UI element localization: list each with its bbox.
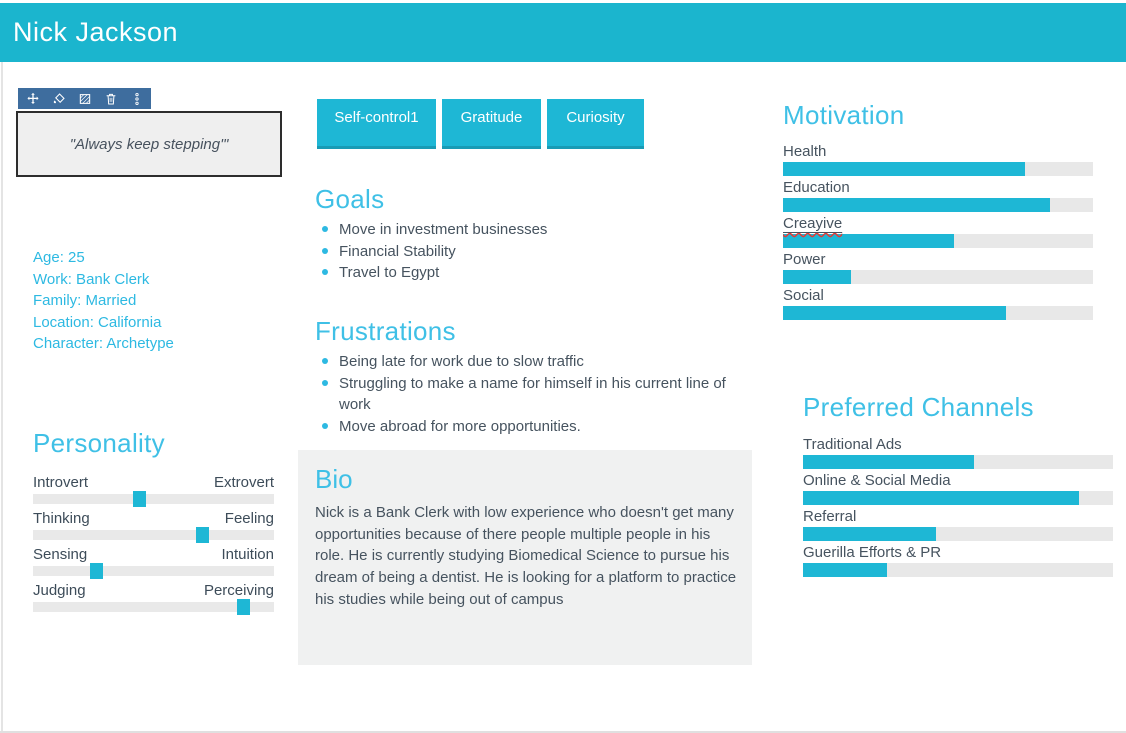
- bar-label-misspelled[interactable]: [783, 216, 1093, 234]
- profile-family[interactable]: Family: Married: [33, 292, 137, 309]
- motivation-bar-education: [783, 180, 1093, 212]
- slider-right-label: Extrovert: [213, 474, 274, 491]
- goal-item[interactable]: Move in investment businesses: [322, 219, 745, 241]
- pattern-icon[interactable]: [77, 91, 92, 106]
- bar-label[interactable]: Power: [783, 251, 826, 268]
- bar-track[interactable]: [803, 491, 1113, 505]
- profile-location[interactable]: Location: California: [33, 313, 162, 331]
- slider-sensing-intuition: [33, 546, 274, 582]
- kebab-menu-icon[interactable]: [129, 91, 144, 106]
- profile-age[interactable]: Age: 25: [33, 249, 85, 266]
- preferred-channels-heading: Preferred Channels: [803, 392, 1034, 422]
- bar-track[interactable]: [783, 270, 1093, 284]
- channel-bar-guerilla-efforts-pr: [803, 545, 1113, 577]
- bar-track[interactable]: [803, 455, 1113, 469]
- bar-label[interactable]: Online & Social Media: [803, 472, 951, 489]
- trait-tag-self-control[interactable]: Self-control1: [317, 99, 436, 149]
- motivation-bar-health: [783, 144, 1093, 176]
- goals-heading: Goals: [315, 184, 385, 214]
- trash-icon[interactable]: [103, 91, 118, 106]
- bullet-icon: [322, 226, 328, 232]
- motivation-bars: [783, 144, 1093, 324]
- bar-track[interactable]: [783, 234, 1093, 248]
- quote-box[interactable]: [16, 111, 282, 177]
- bar-fill: [803, 491, 1079, 505]
- bar-label[interactable]: Referral: [803, 508, 857, 525]
- bio-panel: [298, 450, 752, 665]
- bar-label[interactable]: Social: [783, 287, 824, 304]
- frustration-item[interactable]: Struggling to make a name for himself in his current line of work: [322, 373, 745, 416]
- move-icon[interactable]: [25, 91, 40, 106]
- slider-track[interactable]: [33, 602, 274, 612]
- motivation-bar-power: [783, 252, 1093, 284]
- slider-handle[interactable]: [237, 599, 250, 615]
- channel-bar-online-social-media: [803, 473, 1113, 505]
- bar-fill: [783, 234, 954, 248]
- frustration-item[interactable]: Move abroad for more opportunities.: [322, 416, 745, 438]
- channel-bar-traditional-ads: [803, 437, 1113, 469]
- bar-label[interactable]: Education: [783, 179, 850, 196]
- slider-left-label: Thinking: [33, 510, 90, 527]
- bullet-icon: [322, 269, 328, 275]
- bar-label[interactable]: Traditional Ads: [803, 436, 902, 453]
- bar-track[interactable]: [783, 198, 1093, 212]
- bullet-icon: [322, 380, 328, 386]
- trait-tag-gratitude[interactable]: Gratitude: [442, 99, 541, 149]
- page-edge-left: [1, 62, 3, 733]
- bar-label[interactable]: Guerilla Efforts & PR: [803, 544, 942, 561]
- slider-handle[interactable]: [90, 563, 103, 579]
- bar-fill: [783, 162, 1025, 176]
- personality-heading: Personality: [33, 428, 165, 458]
- profile-character[interactable]: Character: Archetype: [33, 335, 174, 352]
- goals-list: [322, 219, 745, 284]
- bullet-icon: [322, 358, 328, 364]
- bullet-icon: [322, 248, 328, 254]
- slider-judging-perceiving: [33, 582, 274, 618]
- header-bar: [0, 3, 1126, 62]
- goal-item[interactable]: Financial Stability: [322, 241, 745, 263]
- bar-fill: [803, 455, 974, 469]
- frustrations-list: [322, 351, 745, 437]
- motivation-heading: Motivation: [783, 100, 905, 130]
- bar-label[interactable]: Health: [783, 143, 827, 160]
- spellcheck-underline: Creayive: [783, 215, 843, 232]
- bar-fill: [783, 198, 1050, 212]
- module-toolbar: [18, 88, 151, 109]
- slider-track[interactable]: [33, 566, 274, 576]
- bio-heading: Bio: [315, 464, 353, 494]
- slider-left-label: Introvert: [33, 474, 89, 491]
- goal-item[interactable]: Travel to Egypt: [322, 262, 745, 284]
- bar-fill: [803, 563, 887, 577]
- persona-name-title[interactable]: Nick Jackson: [13, 17, 179, 47]
- frustration-item[interactable]: Being late for work due to slow traffic: [322, 351, 745, 373]
- bar-track[interactable]: [783, 306, 1093, 320]
- personality-sliders: [33, 474, 274, 618]
- slider-left-label: Judging: [33, 582, 86, 599]
- slider-track[interactable]: [33, 494, 274, 504]
- profile-work[interactable]: Work: Bank Clerk: [33, 270, 150, 288]
- frustrations-heading: Frustrations: [315, 316, 456, 346]
- fill-color-icon[interactable]: [51, 91, 66, 106]
- bar-fill: [783, 306, 1006, 320]
- slider-handle[interactable]: [133, 491, 146, 507]
- slider-right-label: Intuition: [221, 546, 274, 563]
- preferred-channels-bars: [803, 437, 1113, 581]
- bar-fill: [803, 527, 936, 541]
- slider-track[interactable]: [33, 530, 274, 540]
- bar-track[interactable]: [803, 527, 1113, 541]
- bullet-icon: [322, 423, 328, 429]
- bar-track[interactable]: [803, 563, 1113, 577]
- bio-text[interactable]: Nick is a Bank Clerk with low experience who doesn't get many opportunities because of there people multiple people in his role. He is currently studying Biomedical Science to pursue his dream of being a dentist. He is looking for a platform to practice his studies while being out of campus: [315, 504, 737, 608]
- trait-tag-curiosity[interactable]: Curiosity: [547, 99, 644, 149]
- slider-handle[interactable]: [196, 527, 209, 543]
- bar-track[interactable]: [783, 162, 1093, 176]
- quote-text: "Always keep stepping'": [69, 135, 229, 153]
- slider-right-label: Perceiving: [203, 582, 274, 599]
- profile-facts: [33, 247, 174, 355]
- slider-left-label: Sensing: [33, 546, 88, 563]
- slider-thinking-feeling: [33, 510, 274, 546]
- motivation-bar-social: [783, 288, 1093, 320]
- slider-right-label: Feeling: [224, 510, 274, 527]
- channel-bar-referral: [803, 509, 1113, 541]
- motivation-bar-creative: [783, 216, 1093, 248]
- slider-introvert-extrovert: [33, 474, 274, 510]
- bar-fill: [783, 270, 851, 284]
